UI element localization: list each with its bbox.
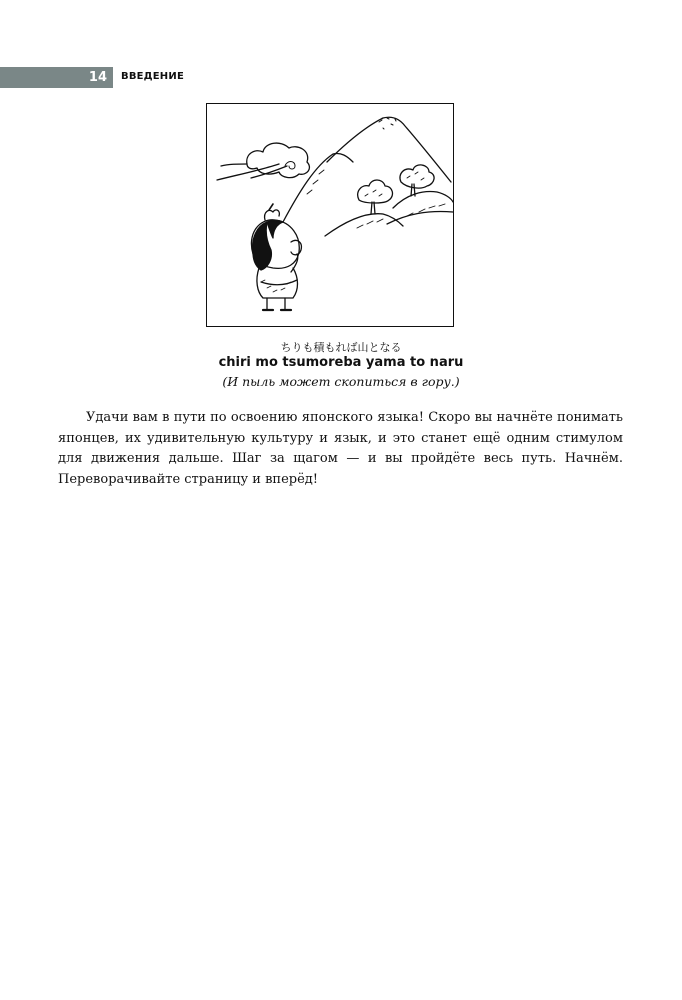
body-paragraph: Удачи вам в пути по освоению японского языка! Скоро вы начнёте понимать японцев, их удивительную культуру и язык, и это станет ещё одним стимулом для движения дальше. Шаг за щагом — и вы пройдёте весь путь. Начнём. Переворачивайте страницу и вперёд!	[58, 410, 623, 487]
cartoon-child-looking-at-mountains-icon	[207, 104, 453, 326]
header-band	[0, 67, 113, 88]
proverb-japanese: ちりも積もれば山となる	[280, 341, 402, 354]
page-number: 14	[88, 70, 107, 85]
proverb-translation: (И пыль может скопиться в гору.)	[222, 374, 460, 389]
proverb-romaji: chiri mo tsumoreba yama to naru	[218, 355, 464, 370]
section-title: ВВЕДЕНИЕ	[121, 71, 184, 82]
illustration-frame	[206, 103, 454, 327]
